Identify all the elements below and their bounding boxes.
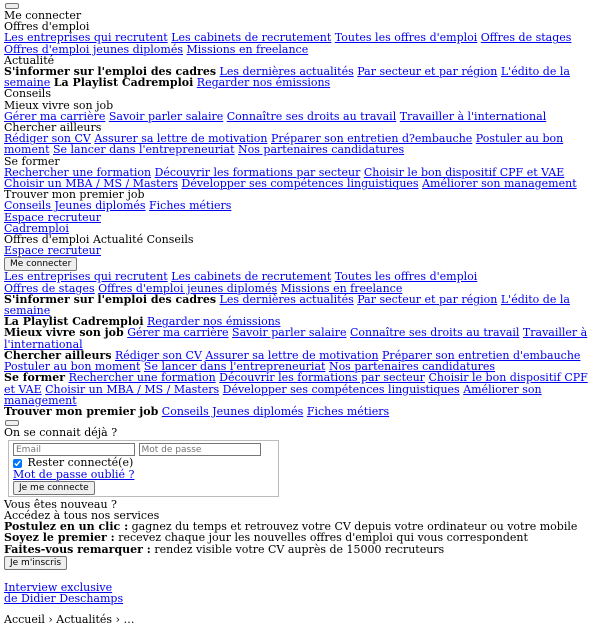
benefit-text: recevez chaque jour les nouvelles offres d'emploi qui vous correspondent [114,531,528,545]
email-input[interactable] [13,443,135,456]
link-conseils-jeunes[interactable]: Conseils Jeunes diplomés [4,199,146,213]
actualite-links [4,66,596,88]
link-postuler[interactable]: Postuler au bon moment [4,132,564,157]
trouver-heading: Trouver mon premier job [4,404,159,418]
link-secteur-region[interactable]: Par secteur et par région [357,65,498,79]
benefit-text: rendez visible votre CV auprès de 15000 recruteurs [150,542,445,556]
link-forgot-password[interactable]: Mot de passe oublié ? [13,467,135,481]
playlist-heading: La Playlist Cadremploi [4,315,144,329]
benefit-title: Postulez en un clic : [4,520,129,534]
chercher-heading: Chercher ailleurs [4,348,112,362]
link-lettre[interactable]: Assurer sa lettre de motivation [205,348,379,362]
link-espace-recruteur-2[interactable]: Espace recruteur [4,244,101,258]
mieux-vivre-heading: Mieux vivre son job [4,326,124,340]
login-form [8,440,279,496]
conseils-heading: Conseils [4,87,51,101]
link-secteur-region[interactable]: Par secteur et par région [357,292,498,306]
actualite-heading: Actualité [4,53,55,67]
interview-link-block [4,582,596,604]
link-cabinets[interactable]: Les cabinets de recrutement [171,270,332,284]
link-conseils-jeunes[interactable]: Conseils Jeunes diplomés [161,404,304,418]
remember-label: Rester connecté(e) [27,456,134,470]
me-connecter-label[interactable]: Me connecter [4,9,82,22]
link-cpf-vae[interactable]: Choisir le bon dispositif CPF et VAE [4,371,588,396]
link-mba[interactable]: Choisir un MBA / MS / Masters [4,177,179,191]
link-cadremploi-home[interactable]: Cadremploi [4,221,69,235]
link-lettre[interactable]: Assurer sa lettre de motivation [94,132,268,146]
link-formation[interactable]: Rechercher une formation [4,165,152,179]
link-freelance[interactable]: Missions en freelance [186,42,309,56]
link-fiches-metiers[interactable]: Fiches métiers [306,404,390,418]
link-carriere[interactable]: Gérer ma carrière [4,109,106,123]
s-informer-heading: S'informer sur l'emploi des cadres [4,65,217,79]
link-dernieres-actualites[interactable]: Les dernières actualités [219,65,354,79]
link-emissions[interactable]: Regarder nos émissions [196,76,331,90]
benefit-text: gagnez du temps et retrouvez votre CV depuis votre ordinateur ou votre mobile [128,520,578,534]
link-edito[interactable]: L'édito de la semaine [4,65,570,90]
link-jeunes-diplomes[interactable]: Offres d'emploi jeunes diplomés [4,42,184,56]
benefit-title: Faites-vous remarquer : [4,542,151,556]
se-former-links [4,167,596,189]
interview-line-1: Interview exclusive [4,580,113,594]
link-salaire[interactable]: Savoir parler salaire [232,326,347,340]
link-entreprises[interactable]: Les entreprises qui recrutent [4,270,168,284]
link-toutes-offres[interactable]: Toutes les offres d'emploi [334,31,478,45]
link-formations-secteur[interactable]: Découvrir les formations par secteur [154,165,361,179]
login-submit-button[interactable]: Je me connecte [13,481,95,495]
link-management[interactable]: Améliorer son management [422,177,577,191]
menu2-se-former [4,372,596,406]
link-international[interactable]: Travailler à l'international [4,326,588,351]
se-former-heading: Se former [4,154,60,168]
password-input[interactable] [139,443,261,456]
link-cv[interactable]: Rédiger son CV [115,348,202,362]
link-entretien[interactable]: Préparer son entretien d?embauche [271,132,473,146]
link-carriere[interactable]: Gérer ma carrière [127,326,229,340]
link-toutes-offres[interactable]: Toutes les offres d'emploi [334,270,478,284]
link-edito[interactable]: L'édito de la semaine [4,292,570,318]
menu2-actualite [4,294,596,316]
link-jeunes-diplomes[interactable]: Offres d'emploi jeunes diplomés [98,281,278,295]
link-linguistiques[interactable]: Développer ses compétences linguistiques [181,177,419,191]
link-mba[interactable]: Choisir un MBA / MS / Masters [45,382,220,396]
link-entreprises[interactable]: Les entreprises qui recrutent [4,31,168,45]
me-connecter-button[interactable]: Me connecter [4,257,77,271]
link-droits[interactable]: Connaître ses droits au travail [349,326,520,340]
link-interview[interactable] [4,581,123,605]
link-stages[interactable]: Offres de stages [480,31,572,45]
mieux-vivre-heading: Mieux vivre son job [4,98,114,112]
link-dernieres-actualites[interactable]: Les dernières actualités [219,292,354,306]
trouver-heading: Trouver mon premier job [4,188,145,202]
link-international[interactable]: Travailler à l'international [399,109,547,123]
signup-question: Vous êtes nouveau ? [4,497,117,511]
signup-access: Accédez à tous nos services [4,508,160,522]
menu2-trouver [4,406,596,417]
link-linguistiques[interactable]: Développer ses compétences linguistiques [222,382,460,396]
link-fiches-metiers[interactable]: Fiches métiers [149,199,232,213]
menu2-chercher [4,350,596,372]
link-stages[interactable]: Offres de stages [4,281,95,295]
offres-links [4,32,596,54]
cut-off-text: Accueil › Actualités › … [4,613,135,626]
chercher-heading: Chercher ailleurs [4,121,102,135]
benefit-item [4,544,596,555]
link-droits[interactable]: Connaître ses droits au travail [226,109,397,123]
interview-line-2: de Didier Deschamps [4,591,124,605]
link-cv[interactable]: Rédiger son CV [4,132,91,146]
link-formations-secteur[interactable]: Découvrir les formations par secteur [219,371,425,385]
link-salaire[interactable]: Savoir parler salaire [108,109,224,123]
link-formation[interactable]: Rechercher une formation [68,371,216,385]
link-cabinets[interactable]: Les cabinets de recrutement [171,31,332,45]
link-espace-recruteur[interactable]: Espace recruteur [4,210,101,224]
menu2-mieux-vivre [4,327,596,349]
playlist-heading: La Playlist Cadremploi [53,76,194,90]
se-former-heading: Se former [4,371,66,385]
link-partenaires[interactable]: Nos partenaires candidatures [328,360,496,374]
link-emissions[interactable]: Regarder nos émissions [147,315,281,329]
sub-nav-labels: Offres d'emploi Actualité Conseils [4,233,194,247]
link-entrepreneuriat[interactable]: Se lancer dans l'entrepreneuriat [53,143,235,157]
link-postuler[interactable]: Postuler au bon moment [4,360,141,374]
signup-button[interactable]: Je m'inscris [4,556,67,570]
link-entrepreneuriat[interactable]: Se lancer dans l'entrepreneuriat [143,360,326,374]
link-entretien[interactable]: Préparer son entretien d'embauche [382,348,581,362]
chercher-links [4,133,596,155]
link-partenaires[interactable]: Nos partenaires candidatures [238,143,405,157]
login-question: On se connait déjà ? [4,426,118,440]
benefit-title: Soyez le premier : [4,531,115,545]
link-freelance[interactable]: Missions en freelance [280,281,403,295]
link-cpf-vae[interactable]: Choisir le bon dispositif CPF et VAE [363,165,565,179]
link-management[interactable]: Améliorer son management [4,382,542,407]
s-informer-heading: S'informer sur l'emploi des cadres [4,292,217,306]
offres-emploi-heading: Offres d'emploi [4,20,90,34]
remember-checkbox[interactable] [13,459,22,468]
